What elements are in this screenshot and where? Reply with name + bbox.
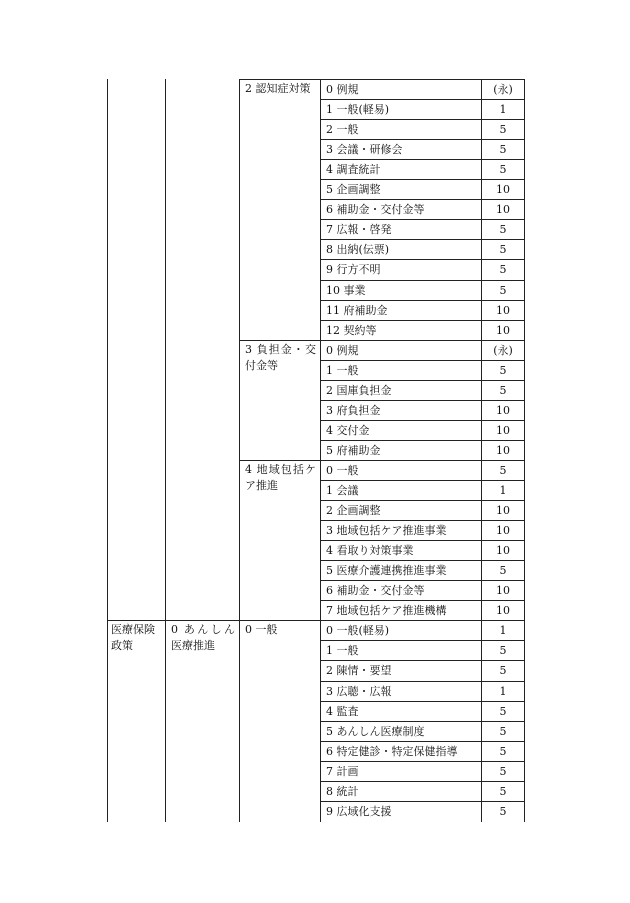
sub-category-label: 0 あんしん医療推進 (171, 623, 235, 652)
item-label: 10 事業 (326, 284, 366, 297)
retention-period: 5 (499, 725, 507, 738)
item-label: 5 医療介護連携推進事業 (326, 564, 447, 577)
item-row-divider (320, 580, 525, 581)
item-row-divider (320, 500, 525, 501)
retention-period: 5 (499, 163, 507, 176)
item-label: 0 一般 (326, 464, 359, 477)
item-row-divider (320, 660, 525, 661)
column-rule (320, 79, 321, 822)
item-row-divider (320, 219, 525, 220)
item-label: 3 地域包括ケア推進事業 (326, 524, 447, 537)
item-label: 0 例規 (326, 344, 359, 357)
item-row-divider (320, 400, 525, 401)
retention-period: 10 (496, 183, 510, 196)
item-row-divider (320, 360, 525, 361)
retention-period: 5 (499, 745, 507, 758)
item-row-divider (320, 199, 525, 200)
category-label: 0 一般 (245, 623, 278, 636)
retention-period: 10 (496, 424, 510, 437)
column-rule (165, 79, 166, 822)
column-rule (239, 79, 240, 822)
item-row-divider (320, 721, 525, 722)
retention-period: 5 (499, 364, 507, 377)
retention-period: 5 (499, 805, 507, 818)
item-label: 8 統計 (326, 785, 359, 798)
item-row-divider (320, 681, 525, 682)
item-row-divider (320, 781, 525, 782)
item-label: 9 広域化支援 (326, 805, 392, 818)
item-label: 4 看取り対策事業 (326, 544, 414, 557)
item-row-divider (320, 179, 525, 180)
item-row-divider (320, 259, 525, 260)
section-label: 医療保険政策 (111, 623, 155, 652)
item-label: 3 広聴・広報 (326, 685, 392, 698)
retention-period: 10 (496, 444, 510, 457)
item-label: 5 あんしん医療制度 (326, 725, 425, 738)
item-label: 1 一般 (326, 364, 359, 377)
item-label: 7 地域包括ケア推進機構 (326, 604, 447, 617)
item-label: 1 一般(軽易) (326, 103, 390, 116)
item-label: 6 補助金・交付金等 (326, 203, 425, 216)
item-row-divider (320, 99, 525, 100)
retention-period: 1 (499, 103, 507, 116)
item-row-divider (320, 560, 525, 561)
retention-period: 1 (499, 685, 507, 698)
retention-period: 1 (499, 624, 507, 637)
category-label: 4 地域包括ケア推進 (245, 463, 316, 492)
item-label: 0 例規 (326, 83, 359, 96)
retention-period: 10 (496, 524, 510, 537)
retention-period: 5 (499, 384, 507, 397)
retention-period: 5 (499, 284, 507, 297)
retention-period: 5 (499, 223, 507, 236)
item-label: 2 陳情・要望 (326, 664, 392, 677)
column-rule (481, 79, 482, 822)
item-label: 11 府補助金 (326, 304, 388, 317)
retention-period: 5 (499, 243, 507, 256)
item-label: 5 企画調整 (326, 183, 381, 196)
category-label: 2 認知症対策 (245, 82, 311, 95)
item-row-divider (320, 239, 525, 240)
retention-period: (永) (493, 83, 513, 96)
retention-period: 5 (499, 123, 507, 136)
item-label: 0 一般(軽易) (326, 624, 390, 637)
item-row-divider (320, 420, 525, 421)
item-row-divider (320, 139, 525, 140)
retention-period: 5 (499, 564, 507, 577)
retention-period: 10 (496, 604, 510, 617)
item-row-divider (320, 761, 525, 762)
item-label: 7 計画 (326, 765, 359, 778)
retention-period: 5 (499, 785, 507, 798)
retention-period: 5 (499, 765, 507, 778)
item-row-divider (320, 701, 525, 702)
retention-period: 10 (496, 504, 510, 517)
item-row-divider (320, 741, 525, 742)
retention-period: (永) (493, 344, 513, 357)
column-rule (524, 79, 525, 822)
item-label: 2 国庫負担金 (326, 384, 392, 397)
retention-period: 10 (496, 584, 510, 597)
item-row-divider (320, 440, 525, 441)
item-label: 12 契約等 (326, 324, 377, 337)
retention-period: 5 (499, 644, 507, 657)
column-rule (107, 79, 108, 822)
retention-period: 5 (499, 464, 507, 477)
item-label: 4 調査統計 (326, 163, 381, 176)
item-label: 2 企画調整 (326, 504, 381, 517)
item-label: 5 府補助金 (326, 444, 381, 457)
retention-period: 10 (496, 324, 510, 337)
item-label: 1 一般 (326, 644, 359, 657)
item-label: 7 広報・啓発 (326, 223, 392, 236)
item-label: 4 監査 (326, 705, 359, 718)
group-divider (239, 460, 525, 461)
retention-period: 10 (496, 404, 510, 417)
retention-period: 5 (499, 143, 507, 156)
retention-period: 5 (499, 664, 507, 677)
item-row-divider (320, 520, 525, 521)
item-label: 4 交付金 (326, 424, 370, 437)
item-row-divider (320, 540, 525, 541)
item-row-divider (320, 300, 525, 301)
group-divider (239, 79, 525, 80)
item-row-divider (320, 600, 525, 601)
item-row-divider (320, 280, 525, 281)
item-label: 3 会議・研修会 (326, 143, 403, 156)
item-row-divider (320, 159, 525, 160)
item-label: 2 一般 (326, 123, 359, 136)
category-label: 3 負担金・交付金等 (245, 343, 316, 372)
group-divider (107, 620, 525, 621)
item-label: 8 出納(伝票) (326, 243, 390, 256)
item-row-divider (320, 480, 525, 481)
retention-period: 5 (499, 705, 507, 718)
retention-period: 10 (496, 544, 510, 557)
item-label: 9 行方不明 (326, 263, 381, 276)
group-divider (239, 340, 525, 341)
item-row-divider (320, 119, 525, 120)
retention-period: 10 (496, 304, 510, 317)
item-row-divider (320, 801, 525, 802)
item-label: 3 府負担金 (326, 404, 381, 417)
item-label: 6 補助金・交付金等 (326, 584, 425, 597)
item-row-divider (320, 380, 525, 381)
item-label: 1 会議 (326, 484, 359, 497)
retention-period: 5 (499, 263, 507, 276)
item-row-divider (320, 640, 525, 641)
item-label: 6 特定健診・特定保健指導 (326, 745, 458, 758)
retention-period: 1 (499, 484, 507, 497)
retention-period: 10 (496, 203, 510, 216)
item-row-divider (320, 320, 525, 321)
